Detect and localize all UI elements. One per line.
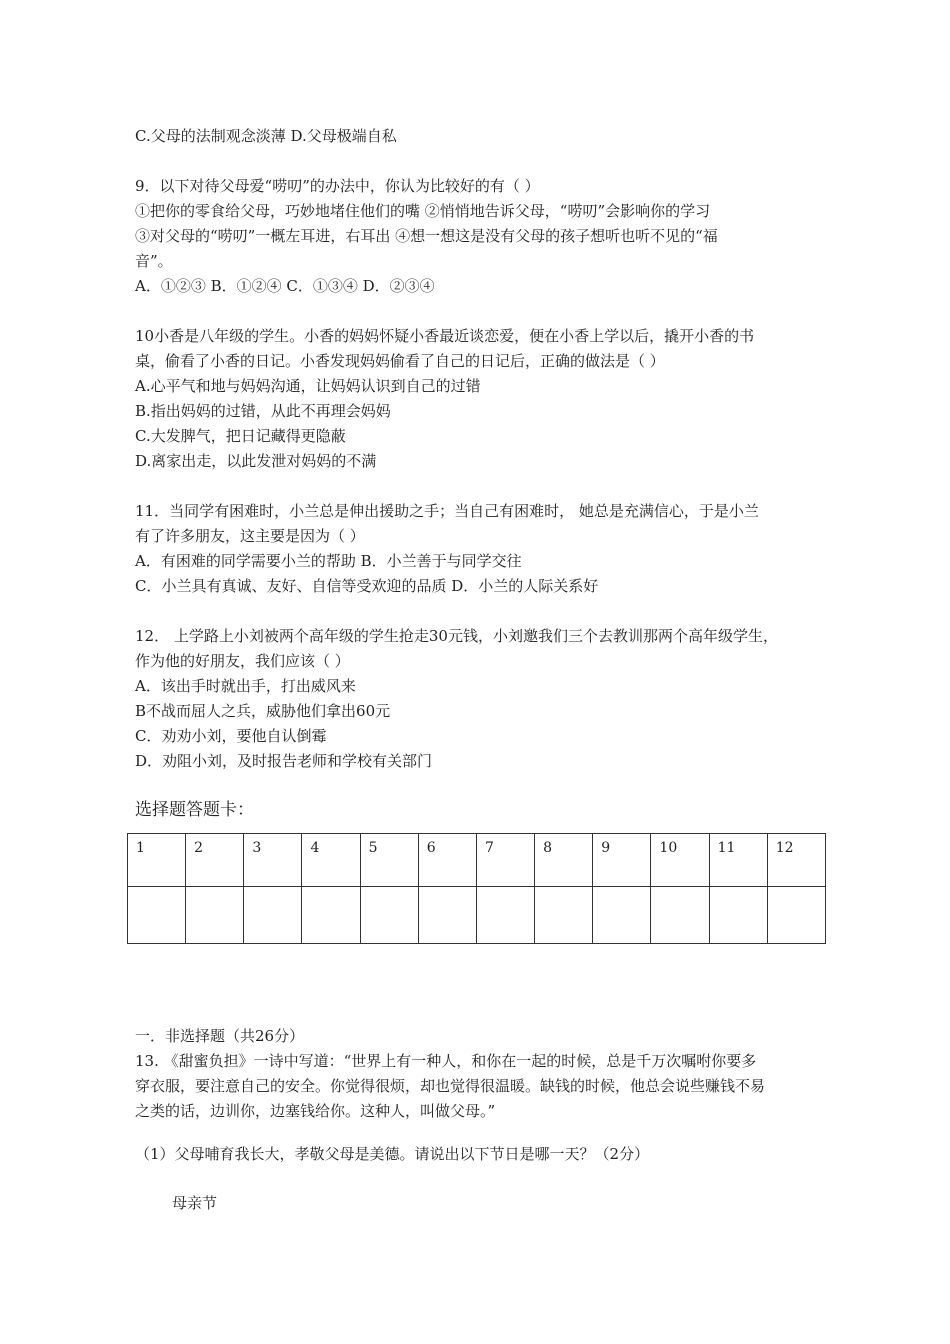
- q10-option-d: D.离家出走，以此发泄对妈妈的不满: [135, 452, 377, 470]
- answer-cell[interactable]: [709, 887, 767, 944]
- q9-item-line-1: ①把你的零食给父母，巧妙地堵住他们的嘴 ②悄悄地告诉父母，“唠叨”会影响你的学习: [135, 202, 711, 220]
- answer-cell[interactable]: [651, 887, 709, 944]
- answer-card-number: 10: [651, 834, 709, 887]
- answer-cell[interactable]: [476, 887, 534, 944]
- q12-option-a: A．该出手时就出手，打出威风来: [135, 677, 356, 695]
- q10-stem-line-1: 10小香是八年级的学生。小香的妈妈怀疑小香最近谈恋爱，便在小香上学以后，撬开小香的书: [135, 327, 755, 345]
- answer-cell[interactable]: [186, 887, 244, 944]
- answer-cell[interactable]: [244, 887, 302, 944]
- q13-mothers-day-label: 母亲节: [172, 1194, 218, 1212]
- answer-cell[interactable]: [767, 887, 825, 944]
- q12-option-d: D．劝阻小刘，及时报告老师和学校有关部门: [135, 752, 433, 770]
- q9-item-line-2: ③对父母的“唠叨”一概左耳进，右耳出 ④想一想这是没有父母的孩子想听也听不见的“福: [135, 227, 718, 245]
- answer-cell[interactable]: [593, 887, 651, 944]
- q9-stem: 9．以下对待父母爱“唠叨”的办法中，你认为比较好的有（ ）: [135, 177, 540, 195]
- answer-card-answer-row: [128, 887, 826, 944]
- answer-card-number: 2: [186, 834, 244, 887]
- answer-cell[interactable]: [535, 887, 593, 944]
- q10-option-c: C.大发脾气，把日记藏得更隐蔽: [135, 427, 346, 445]
- answer-card-number: 4: [302, 834, 360, 887]
- q12-option-b: B不战而屈人之兵，威胁他们拿出60元: [135, 702, 391, 720]
- answer-card-table: [127, 833, 826, 944]
- q11-options-ab: A．有困难的同学需要小兰的帮助 B．小兰善于与同学交往: [135, 552, 522, 570]
- answer-card-number: 9: [593, 834, 651, 887]
- answer-card-number: 5: [360, 834, 418, 887]
- answer-card-number: 11: [709, 834, 767, 887]
- answer-card-title: 选择题答题卡：: [135, 800, 254, 820]
- q13-sub-question-1: （1）父母哺育我长大，孝敬父母是美德。请说出以下节日是哪一天？（2分）: [135, 1145, 650, 1163]
- answer-card-number: 12: [767, 834, 825, 887]
- answer-card-number: 3: [244, 834, 302, 887]
- answer-cell[interactable]: [360, 887, 418, 944]
- q10-option-b: B.指出妈妈的过错，从此不再理会妈妈: [135, 402, 391, 420]
- q9-item-line-3: 音”。: [135, 252, 173, 270]
- answer-card-number: 1: [128, 834, 186, 887]
- q11-stem-line-1: 11．当同学有困难时，小兰总是伸出援助之手；当自己有困难时， 她总是充满信心，于是小兰: [135, 502, 759, 520]
- answer-card-number: 6: [418, 834, 476, 887]
- q12-stem-line-2: 作为他的好朋友，我们应该（ ）: [135, 652, 350, 670]
- q12-stem-line-1: 12． 上学路上小刘被两个高年级的学生抢走30元钱，小刘邀我们三个去教训那两个高年级学生，: [135, 627, 778, 645]
- q9-options: A．①②③ B．①②④ C．①③④ D．②③④: [135, 277, 435, 295]
- answer-cell[interactable]: [302, 887, 360, 944]
- q8-options: C.父母的法制观念淡薄 D.父母极端自私: [135, 127, 397, 145]
- answer-cell[interactable]: [418, 887, 476, 944]
- q11-stem-line-2: 有了许多朋友，这主要是因为（ ）: [135, 527, 365, 545]
- answer-card-number: 8: [535, 834, 593, 887]
- q13-stem-line-2: 穿衣服，要注意自己的安全。你觉得很烦，却也觉得很温暖。缺钱的时候，他总会说些赚钱不易: [135, 1077, 766, 1095]
- q12-option-c: C．劝劝小刘，要他自认倒霉: [135, 727, 327, 745]
- q10-stem-line-2: 桌，偷看了小香的日记。小香发现妈妈偷看了自己的日记后，正确的做法是（ ）: [135, 352, 665, 370]
- q10-option-a: A.心平气和地与妈妈沟通，让妈妈认识到自己的过错: [135, 377, 481, 395]
- answer-card-number-row: [128, 834, 826, 887]
- answer-card-number: 7: [476, 834, 534, 887]
- section-heading: 一．非选择题（共26分）: [135, 1027, 305, 1045]
- answer-cell[interactable]: [128, 887, 186, 944]
- q11-options-cd: C．小兰具有真诚、友好、自信等受欢迎的品质 D．小兰的人际关系好: [135, 577, 599, 595]
- q13-stem-line-1: 13. 《甜蜜负担》一诗中写道：“世界上有一种人，和你在一起的时候，总是千万次嘱咐你要多: [135, 1052, 757, 1070]
- q13-stem-line-3: 之类的话，边训你，边塞钱给你。这种人，叫做父母。”: [135, 1102, 496, 1120]
